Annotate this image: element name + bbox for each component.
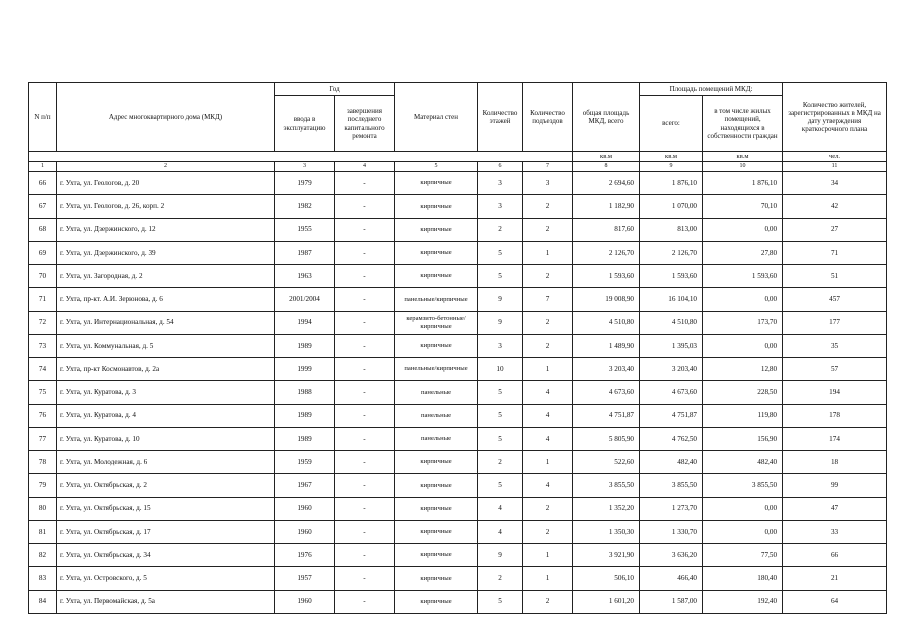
table-row bbox=[29, 544, 887, 567]
cell-entrances: 7 bbox=[523, 288, 573, 311]
cell-wall-material: панельные bbox=[395, 404, 478, 427]
cell-address: г. Ухта, пр-кт. А.И. Зерюнова, д. 6 bbox=[57, 288, 275, 311]
cell-residents: 174 bbox=[783, 427, 887, 450]
col-number: 8 bbox=[573, 162, 640, 172]
header-premises-total: всего: bbox=[640, 96, 703, 152]
header-year-commission: ввода в эксплуатацию bbox=[275, 96, 335, 152]
cell-address: г. Ухта, ул. Куратова, д. 3 bbox=[57, 381, 275, 404]
cell-wall-material: кирпичные bbox=[395, 567, 478, 590]
cell-premises-residential: 180,40 bbox=[703, 567, 783, 590]
cell-row-number: 72 bbox=[29, 311, 57, 334]
col-number: 6 bbox=[478, 162, 523, 172]
cell-residents: 51 bbox=[783, 265, 887, 288]
cell-premises-total: 3 636,20 bbox=[640, 544, 703, 567]
cell-premises-residential: 119,80 bbox=[703, 404, 783, 427]
col-number: 2 bbox=[57, 162, 275, 172]
cell-address: г. Ухта, ул. Октябрьская, д. 15 bbox=[57, 497, 275, 520]
cell-row-number: 78 bbox=[29, 451, 57, 474]
cell-floors: 9 bbox=[478, 544, 523, 567]
header-wall-material: Материал стен bbox=[395, 83, 478, 152]
unit-premises-residential: кв.м bbox=[703, 152, 783, 162]
col-number: 9 bbox=[640, 162, 703, 172]
cell-year-commission: 1960 bbox=[275, 590, 335, 613]
cell-row-number: 81 bbox=[29, 520, 57, 543]
cell-premises-residential: 482,40 bbox=[703, 451, 783, 474]
cell-premises-total: 813,00 bbox=[640, 218, 703, 241]
cell-address: г. Ухта, ул. Октябрьская, д. 17 bbox=[57, 520, 275, 543]
cell-address: г. Ухта, ул. Дзержинского, д. 39 bbox=[57, 241, 275, 264]
cell-year-repair: - bbox=[335, 195, 395, 218]
cell-premises-total: 482,40 bbox=[640, 451, 703, 474]
cell-wall-material: кирпичные bbox=[395, 544, 478, 567]
cell-year-commission: 1988 bbox=[275, 381, 335, 404]
cell-premises-total: 1 395,03 bbox=[640, 334, 703, 357]
cell-total-area: 4 673,60 bbox=[573, 381, 640, 404]
cell-row-number: 77 bbox=[29, 427, 57, 450]
table-row bbox=[29, 265, 887, 288]
cell-premises-residential: 12,80 bbox=[703, 358, 783, 381]
col-number: 3 bbox=[275, 162, 335, 172]
cell-premises-total: 4 751,87 bbox=[640, 404, 703, 427]
cell-entrances: 2 bbox=[523, 311, 573, 334]
cell-total-area: 2 126,70 bbox=[573, 241, 640, 264]
cell-year-repair: - bbox=[335, 404, 395, 427]
cell-entrances: 2 bbox=[523, 334, 573, 357]
table-row bbox=[29, 311, 887, 334]
cell-floors: 4 bbox=[478, 520, 523, 543]
cell-year-commission: 1960 bbox=[275, 497, 335, 520]
cell-year-commission: 1959 bbox=[275, 451, 335, 474]
cell-residents: 47 bbox=[783, 497, 887, 520]
cell-year-repair: - bbox=[335, 497, 395, 520]
cell-residents: 35 bbox=[783, 334, 887, 357]
cell-year-commission: 1999 bbox=[275, 358, 335, 381]
cell-year-repair: - bbox=[335, 544, 395, 567]
cell-entrances: 4 bbox=[523, 474, 573, 497]
table-row bbox=[29, 590, 887, 613]
cell-address: г. Ухта, ул. Молодежная, д. 6 bbox=[57, 451, 275, 474]
cell-address: г. Ухта, ул. Интернациональная, д. 54 bbox=[57, 311, 275, 334]
cell-wall-material: панельные bbox=[395, 427, 478, 450]
col-number: 4 bbox=[335, 162, 395, 172]
col-number: 11 bbox=[783, 162, 887, 172]
cell-entrances: 2 bbox=[523, 265, 573, 288]
cell-premises-residential: 70,10 bbox=[703, 195, 783, 218]
cell-premises-residential: 0,00 bbox=[703, 497, 783, 520]
cell-address: г. Ухта, ул. Куратова, д. 10 bbox=[57, 427, 275, 450]
cell-total-area: 506,10 bbox=[573, 567, 640, 590]
cell-residents: 71 bbox=[783, 241, 887, 264]
cell-address: г. Ухта, ул. Островского, д. 5 bbox=[57, 567, 275, 590]
cell-year-repair: - bbox=[335, 311, 395, 334]
cell-floors: 2 bbox=[478, 218, 523, 241]
cell-wall-material: кирпичные bbox=[395, 451, 478, 474]
cell-floors: 5 bbox=[478, 474, 523, 497]
cell-premises-residential: 0,00 bbox=[703, 288, 783, 311]
cell-premises-total: 3 855,50 bbox=[640, 474, 703, 497]
cell-year-commission: 1960 bbox=[275, 520, 335, 543]
col-number: 5 bbox=[395, 162, 478, 172]
cell-wall-material: кирпичные bbox=[395, 474, 478, 497]
cell-year-repair: - bbox=[335, 172, 395, 195]
cell-year-repair: - bbox=[335, 567, 395, 590]
unit-total-area: кв.м bbox=[573, 152, 640, 162]
cell-residents: 18 bbox=[783, 451, 887, 474]
cell-residents: 34 bbox=[783, 172, 887, 195]
header-year-repair: завершения последнего капитального ремонта bbox=[335, 96, 395, 152]
cell-entrances: 2 bbox=[523, 520, 573, 543]
cell-premises-residential: 27,80 bbox=[703, 241, 783, 264]
cell-row-number: 76 bbox=[29, 404, 57, 427]
cell-wall-material: кирпичные bbox=[395, 265, 478, 288]
cell-premises-total: 2 126,70 bbox=[640, 241, 703, 264]
cell-total-area: 1 601,20 bbox=[573, 590, 640, 613]
table-row bbox=[29, 195, 887, 218]
cell-year-repair: - bbox=[335, 381, 395, 404]
cell-row-number: 74 bbox=[29, 358, 57, 381]
cell-floors: 5 bbox=[478, 381, 523, 404]
cell-year-repair: - bbox=[335, 334, 395, 357]
cell-total-area: 19 008,90 bbox=[573, 288, 640, 311]
table-row bbox=[29, 334, 887, 357]
cell-premises-total: 1 876,10 bbox=[640, 172, 703, 195]
cell-year-commission: 1989 bbox=[275, 404, 335, 427]
cell-year-repair: - bbox=[335, 451, 395, 474]
cell-entrances: 1 bbox=[523, 544, 573, 567]
cell-residents: 194 bbox=[783, 381, 887, 404]
cell-year-repair: - bbox=[335, 358, 395, 381]
cell-premises-residential: 0,00 bbox=[703, 218, 783, 241]
col-number: 7 bbox=[523, 162, 573, 172]
header-floors: Количество этажей bbox=[478, 83, 523, 152]
cell-address: г. Ухта, ул. Октябрьская, д. 2 bbox=[57, 474, 275, 497]
cell-premises-residential: 77,50 bbox=[703, 544, 783, 567]
cell-row-number: 66 bbox=[29, 172, 57, 195]
cell-wall-material: панельные/кирпичные bbox=[395, 288, 478, 311]
cell-wall-material: кирпичные bbox=[395, 241, 478, 264]
cell-floors: 9 bbox=[478, 311, 523, 334]
cell-year-commission: 1957 bbox=[275, 567, 335, 590]
cell-premises-total: 1 330,70 bbox=[640, 520, 703, 543]
cell-premises-total: 466,40 bbox=[640, 567, 703, 590]
cell-wall-material: кирпичные bbox=[395, 195, 478, 218]
cell-premises-total: 4 510,80 bbox=[640, 311, 703, 334]
cell-entrances: 3 bbox=[523, 172, 573, 195]
cell-address: г. Ухта, ул. Первомайская, д. 5а bbox=[57, 590, 275, 613]
cell-row-number: 84 bbox=[29, 590, 57, 613]
col-number: 1 bbox=[29, 162, 57, 172]
cell-row-number: 68 bbox=[29, 218, 57, 241]
cell-entrances: 2 bbox=[523, 497, 573, 520]
cell-row-number: 83 bbox=[29, 567, 57, 590]
cell-premises-residential: 228,50 bbox=[703, 381, 783, 404]
table-row bbox=[29, 404, 887, 427]
cell-residents: 33 bbox=[783, 520, 887, 543]
cell-total-area: 3 921,90 bbox=[573, 544, 640, 567]
cell-address: г. Ухта, ул. Коммунальная, д. 5 bbox=[57, 334, 275, 357]
cell-wall-material: панельные bbox=[395, 381, 478, 404]
cell-premises-total: 3 203,40 bbox=[640, 358, 703, 381]
cell-total-area: 1 350,30 bbox=[573, 520, 640, 543]
cell-residents: 57 bbox=[783, 358, 887, 381]
cell-row-number: 71 bbox=[29, 288, 57, 311]
cell-wall-material: панельные/кирпичные bbox=[395, 358, 478, 381]
table-row bbox=[29, 427, 887, 450]
cell-wall-material: керамзито-бетонные/кирпичные bbox=[395, 311, 478, 334]
cell-wall-material: кирпичные bbox=[395, 334, 478, 357]
cell-year-commission: 1989 bbox=[275, 427, 335, 450]
cell-floors: 5 bbox=[478, 427, 523, 450]
cell-residents: 99 bbox=[783, 474, 887, 497]
cell-year-commission: 1979 bbox=[275, 172, 335, 195]
cell-premises-residential: 1 876,10 bbox=[703, 172, 783, 195]
cell-total-area: 1 593,60 bbox=[573, 265, 640, 288]
cell-floors: 2 bbox=[478, 451, 523, 474]
cell-residents: 21 bbox=[783, 567, 887, 590]
header-premises-residential: в том числе жилых помещений, находящихся в собственности граждан bbox=[703, 96, 783, 152]
table-header bbox=[29, 83, 887, 172]
cell-entrances: 1 bbox=[523, 358, 573, 381]
cell-premises-total: 1 587,00 bbox=[640, 590, 703, 613]
cell-entrances: 2 bbox=[523, 195, 573, 218]
cell-entrances: 1 bbox=[523, 241, 573, 264]
cell-premises-residential: 192,40 bbox=[703, 590, 783, 613]
cell-address: г. Ухта, ул. Дзержинского, д. 12 bbox=[57, 218, 275, 241]
cell-entrances: 2 bbox=[523, 218, 573, 241]
cell-floors: 3 bbox=[478, 172, 523, 195]
cell-year-repair: - bbox=[335, 427, 395, 450]
cell-premises-total: 1 273,70 bbox=[640, 497, 703, 520]
cell-year-commission: 1987 bbox=[275, 241, 335, 264]
cell-wall-material: кирпичные bbox=[395, 218, 478, 241]
cell-residents: 64 bbox=[783, 590, 887, 613]
cell-total-area: 4 751,87 bbox=[573, 404, 640, 427]
header-address: Адрес многоквартирного дома (МКД) bbox=[57, 83, 275, 152]
cell-total-area: 2 694,60 bbox=[573, 172, 640, 195]
cell-floors: 5 bbox=[478, 590, 523, 613]
cell-floors: 5 bbox=[478, 265, 523, 288]
cell-row-number: 79 bbox=[29, 474, 57, 497]
unit-premises-total: кв.м bbox=[640, 152, 703, 162]
cell-floors: 3 bbox=[478, 195, 523, 218]
cell-residents: 177 bbox=[783, 311, 887, 334]
cell-year-commission: 1976 bbox=[275, 544, 335, 567]
cell-entrances: 4 bbox=[523, 381, 573, 404]
table-row bbox=[29, 474, 887, 497]
cell-row-number: 80 bbox=[29, 497, 57, 520]
cell-premises-residential: 1 593,60 bbox=[703, 265, 783, 288]
cell-year-commission: 2001/2004 bbox=[275, 288, 335, 311]
cell-year-commission: 1989 bbox=[275, 334, 335, 357]
cell-premises-residential: 156,90 bbox=[703, 427, 783, 450]
cell-wall-material: кирпичные bbox=[395, 590, 478, 613]
cell-premises-residential: 0,00 bbox=[703, 520, 783, 543]
cell-floors: 5 bbox=[478, 404, 523, 427]
table-row bbox=[29, 567, 887, 590]
table-row bbox=[29, 520, 887, 543]
cell-premises-total: 4 673,60 bbox=[640, 381, 703, 404]
table-row bbox=[29, 288, 887, 311]
cell-year-repair: - bbox=[335, 474, 395, 497]
table-row bbox=[29, 241, 887, 264]
cell-year-repair: - bbox=[335, 590, 395, 613]
cell-floors: 5 bbox=[478, 241, 523, 264]
cell-year-repair: - bbox=[335, 288, 395, 311]
cell-row-number: 69 bbox=[29, 241, 57, 264]
cell-wall-material: кирпичные bbox=[395, 497, 478, 520]
cell-address: г. Ухта, ул. Геологов, д. 26, корп. 2 bbox=[57, 195, 275, 218]
header-year-group: Год bbox=[275, 83, 395, 96]
cell-year-repair: - bbox=[335, 241, 395, 264]
units-blank bbox=[29, 152, 573, 162]
cell-premises-residential: 0,00 bbox=[703, 334, 783, 357]
cell-year-commission: 1963 bbox=[275, 265, 335, 288]
cell-address: г. Ухта, ул. Геологов, д. 20 bbox=[57, 172, 275, 195]
cell-total-area: 3 203,40 bbox=[573, 358, 640, 381]
cell-year-repair: - bbox=[335, 218, 395, 241]
cell-entrances: 2 bbox=[523, 590, 573, 613]
cell-floors: 10 bbox=[478, 358, 523, 381]
cell-residents: 178 bbox=[783, 404, 887, 427]
cell-premises-residential: 3 855,50 bbox=[703, 474, 783, 497]
cell-row-number: 70 bbox=[29, 265, 57, 288]
cell-total-area: 5 805,90 bbox=[573, 427, 640, 450]
header-entrances: Количество подъездов bbox=[523, 83, 573, 152]
cell-address: г. Ухта, пр-кт Космонавтов, д. 2а bbox=[57, 358, 275, 381]
cell-address: г. Ухта, ул. Октябрьская, д. 34 bbox=[57, 544, 275, 567]
cell-total-area: 4 510,80 bbox=[573, 311, 640, 334]
header-residents: Количество жителей, зарегистрированных в МКД на дату утверждения краткосрочного плана bbox=[783, 83, 887, 152]
cell-entrances: 4 bbox=[523, 427, 573, 450]
cell-total-area: 3 855,50 bbox=[573, 474, 640, 497]
cell-wall-material: кирпичные bbox=[395, 172, 478, 195]
cell-total-area: 1 182,90 bbox=[573, 195, 640, 218]
cell-total-area: 817,60 bbox=[573, 218, 640, 241]
cell-year-commission: 1967 bbox=[275, 474, 335, 497]
cell-premises-residential: 173,70 bbox=[703, 311, 783, 334]
cell-total-area: 522,60 bbox=[573, 451, 640, 474]
cell-premises-total: 4 762,50 bbox=[640, 427, 703, 450]
header-total-area: общая площадь МКД, всего bbox=[573, 83, 640, 152]
cell-total-area: 1 352,20 bbox=[573, 497, 640, 520]
cell-residents: 42 bbox=[783, 195, 887, 218]
cell-residents: 457 bbox=[783, 288, 887, 311]
cell-address: г. Ухта, ул. Загородная, д. 2 bbox=[57, 265, 275, 288]
table-row bbox=[29, 172, 887, 195]
cell-floors: 3 bbox=[478, 334, 523, 357]
cell-entrances: 4 bbox=[523, 404, 573, 427]
table-body bbox=[29, 172, 887, 614]
unit-residents: чел. bbox=[783, 152, 887, 162]
cell-year-commission: 1994 bbox=[275, 311, 335, 334]
housing-table bbox=[28, 82, 887, 614]
cell-premises-total: 1 070,00 bbox=[640, 195, 703, 218]
table-row bbox=[29, 358, 887, 381]
table-row bbox=[29, 218, 887, 241]
table-row bbox=[29, 381, 887, 404]
cell-row-number: 73 bbox=[29, 334, 57, 357]
cell-entrances: 1 bbox=[523, 567, 573, 590]
cell-premises-total: 16 104,10 bbox=[640, 288, 703, 311]
cell-year-repair: - bbox=[335, 520, 395, 543]
table-row bbox=[29, 451, 887, 474]
cell-entrances: 1 bbox=[523, 451, 573, 474]
table-row bbox=[29, 497, 887, 520]
cell-year-commission: 1982 bbox=[275, 195, 335, 218]
col-number: 10 bbox=[703, 162, 783, 172]
cell-total-area: 1 489,90 bbox=[573, 334, 640, 357]
cell-premises-total: 1 593,60 bbox=[640, 265, 703, 288]
cell-residents: 27 bbox=[783, 218, 887, 241]
cell-floors: 9 bbox=[478, 288, 523, 311]
cell-year-commission: 1955 bbox=[275, 218, 335, 241]
cell-residents: 66 bbox=[783, 544, 887, 567]
cell-floors: 4 bbox=[478, 497, 523, 520]
cell-floors: 2 bbox=[478, 567, 523, 590]
cell-row-number: 67 bbox=[29, 195, 57, 218]
header-premises-group: Площадь помещений МКД: bbox=[640, 83, 783, 96]
cell-row-number: 82 bbox=[29, 544, 57, 567]
cell-row-number: 75 bbox=[29, 381, 57, 404]
cell-address: г. Ухта, ул. Куратова, д. 4 bbox=[57, 404, 275, 427]
cell-year-repair: - bbox=[335, 265, 395, 288]
cell-wall-material: кирпичные bbox=[395, 520, 478, 543]
header-num: N п/п bbox=[29, 83, 57, 152]
